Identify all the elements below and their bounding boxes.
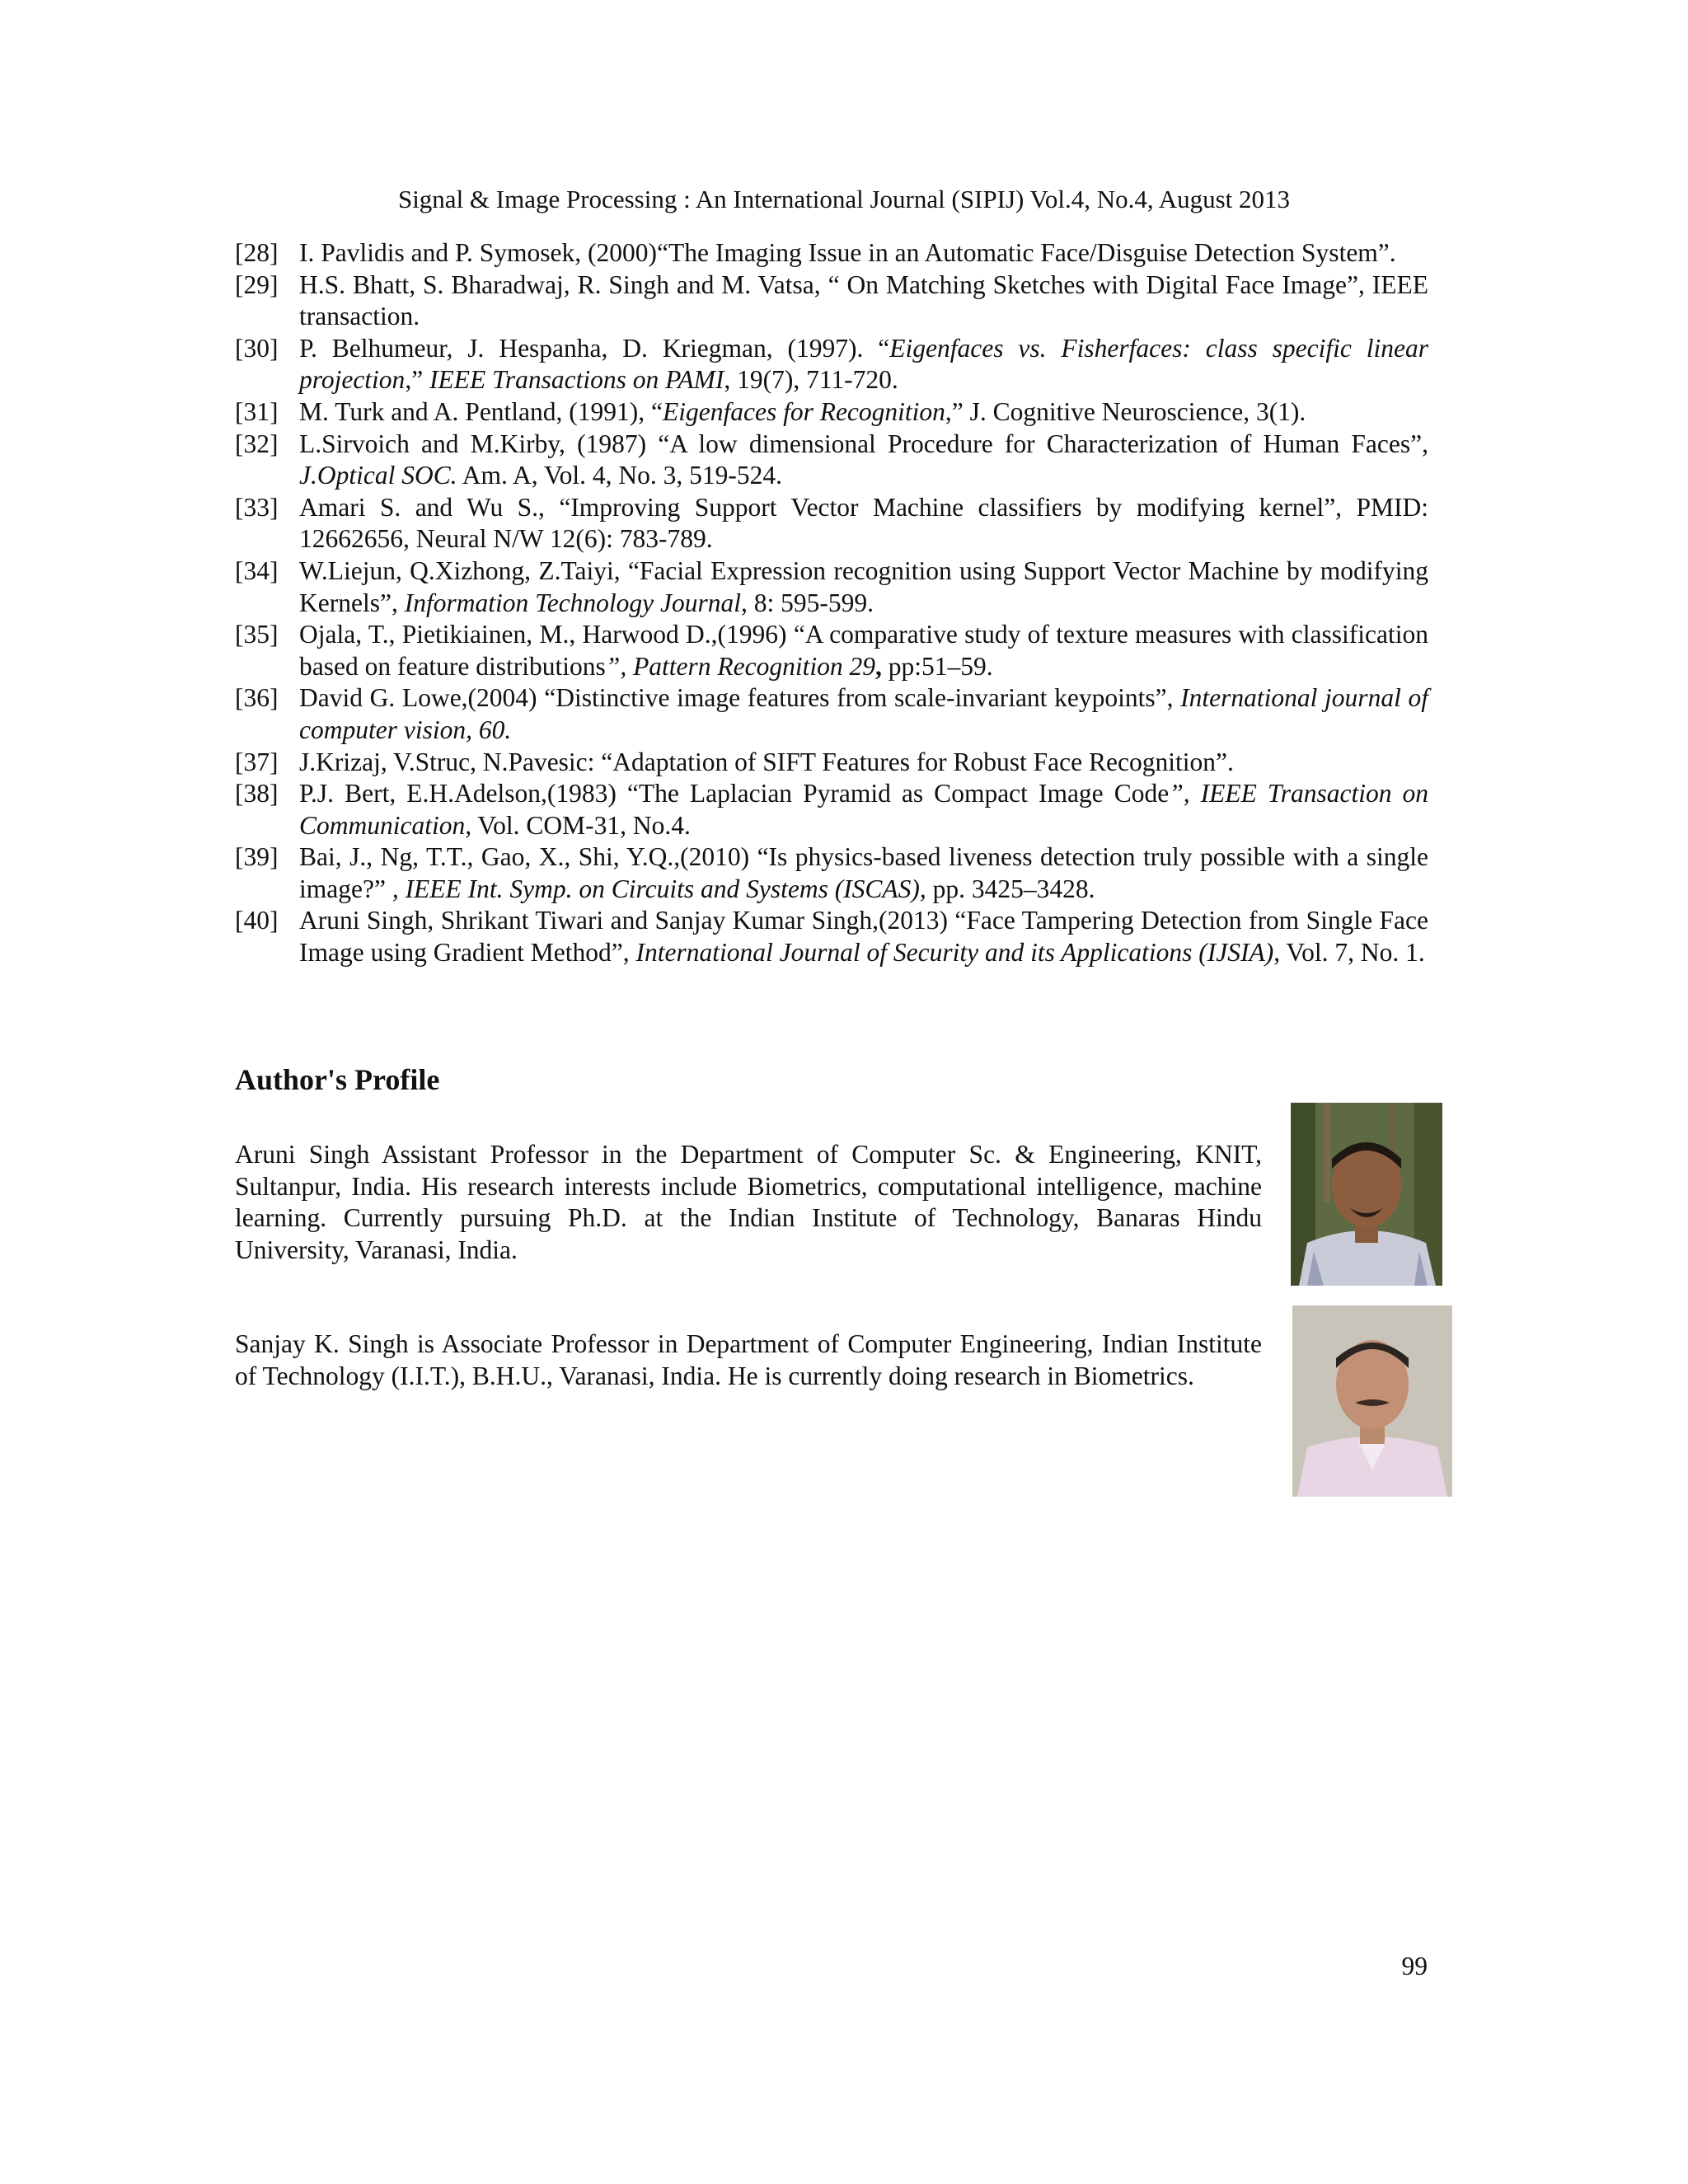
reference-item [235, 555, 1428, 619]
reference-item [235, 396, 1428, 429]
page-number: 99 [1401, 1952, 1428, 1980]
reference-item [235, 682, 1428, 746]
reference-number: [30] [235, 333, 279, 363]
reference-text-segment: J.Optical SOC. [299, 461, 457, 490]
author-bio-sanjay-k-singh: Sanjay K. Singh is Associate Professor in Department of Computer Engineering, Indian Institute of Technology (I.I.T.), B.H.U., Varanasi, India. He is currently doing research in Biometrics. [235, 1329, 1262, 1390]
running-header: Signal & Image Processing : An International Journal (SIPIJ) Vol.4, No.4, August 2013 [397, 185, 1291, 213]
reference-number: [38] [235, 779, 279, 808]
reference-item [235, 429, 1428, 492]
reference-text [299, 334, 1428, 395]
reference-number: [39] [235, 842, 279, 872]
reference-text-segment: International Journal of Security and its Applications (IJSIA) [635, 938, 1274, 968]
reference-text [299, 556, 1428, 617]
reference-text-segment: P.J. Bert, E.H.Adelson,(1983) “The Laplacian Pyramid as Compact Image Code [299, 779, 1170, 808]
reference-text [299, 683, 1428, 744]
reference-item [235, 619, 1428, 682]
reference-list [235, 237, 1428, 969]
reference-text-segment: Information Technology Journal [404, 588, 742, 617]
reference-text-segment: , [875, 651, 882, 681]
reference-number: [31] [235, 396, 279, 426]
reference-text-segment: Vol. COM-31, No.4. [471, 810, 691, 840]
reference-item [235, 492, 1428, 555]
reference-text-segment: David G. Lowe,(2004) “Distinctive image features from scale-invariant keypoints”, [299, 683, 1181, 713]
reference-text [299, 620, 1428, 681]
author-photo-sanjay-k-singh [1292, 1305, 1452, 1497]
reference-item [235, 269, 1428, 333]
reference-text-segment: Eigenfaces for Recognition [663, 396, 945, 426]
reference-text-segment: pp:51–59. [881, 651, 993, 681]
reference-number: [29] [235, 269, 279, 299]
reference-text-segment: Am. A, Vol. 4, No. 3, 519-524. [457, 461, 782, 490]
reference-text-segment: , Vol. 7, No. 1. [1273, 938, 1425, 968]
reference-text-segment: , 8: 595-599. [741, 588, 874, 617]
reference-text [299, 429, 1428, 490]
reference-text-segment: P. Belhumeur, J. Hespanha, D. Kriegman, (1997). “ [299, 333, 890, 363]
reference-text [299, 238, 1396, 267]
reference-item [235, 841, 1428, 905]
reference-number: [34] [235, 555, 279, 585]
reference-text-segment: J.Krizaj, V.Struc, N.Pavesic: “Adaptation of SIFT Features for Robust Face Recognition”. [299, 747, 1234, 776]
reference-number: [40] [235, 906, 279, 935]
reference-text-segment: ”, IEEE Transaction on Communication, [299, 779, 1428, 840]
reference-text-segment: , IEEE Int. Symp. on Circuits and Systems (ISCAS), [392, 874, 926, 903]
reference-number: [32] [235, 429, 279, 458]
reference-text-segment: Amari S. and Wu S., “Improving Support Vector Machine classifiers by modifying kernel”, PMID: 12662656, Neural N/W 12(6): 783-789. [299, 492, 1428, 554]
reference-text-segment: M. Turk and A. Pentland, (1991), “ [299, 396, 663, 426]
reference-text-segment: ,” [405, 365, 430, 395]
reference-text-segment: I. Pavlidis and P. Symosek, (2000)“The Imaging Issue in an Automatic Face/Disguise Detection System”. [299, 238, 1396, 267]
reference-text-segment: Eigenfaces vs. Fisherfaces: class specific linear projection [299, 333, 1428, 395]
reference-text-segment: ”, Pattern Recognition 29 [605, 651, 876, 681]
reference-text [299, 748, 1234, 776]
reference-number: [36] [235, 683, 279, 713]
reference-item [235, 747, 1428, 779]
reference-number: [35] [235, 620, 279, 649]
reference-item [235, 237, 1428, 269]
reference-text-segment: pp. 3425–3428. [926, 874, 1095, 903]
reference-text-segment: Aruni Singh, Shrikant Tiwari and Sanjay Kumar Singh,(2013) “Face Tampering Detection from Single Face Image using Gradient Method”, [299, 906, 1428, 968]
reference-item [235, 778, 1428, 841]
reference-item [235, 905, 1428, 968]
reference-text [299, 270, 1428, 331]
reference-text-segment: International journal of computer vision, 60. [299, 683, 1428, 744]
reference-number: [28] [235, 238, 279, 267]
reference-text-segment: L.Sirvoich and M.Kirby, (1987) “A low dimensional Procedure for Characterization of Human Faces”, [299, 429, 1428, 458]
reference-text-segment: Ojala, T., Pietikiainen, M., Harwood D.,(1996) “A comparative study of texture measures with classification based on feature distributions [299, 620, 1428, 681]
reference-text-segment: IEEE Transactions on PAMI [429, 365, 724, 395]
author-bio-aruni-singh: Aruni Singh Assistant Professor in the Department of Computer Sc. & Engineering, KNIT, Sultanpur, India. His research interests include Biometrics, computational intelligence, machine learning. Currently pursuing Ph.D. at the Indian Institute of Technology, Banaras Hindu University, Varanasi, India. [235, 1140, 1262, 1264]
reference-text [299, 906, 1428, 967]
reference-text-segment: W.Liejun, Q.Xizhong, Z.Taiyi, “Facial Expression recognition using Support Vector Machine by modifying Kernels”, [299, 555, 1428, 617]
reference-item [235, 333, 1428, 396]
author-photo-aruni-singh [1291, 1103, 1442, 1286]
reference-text [299, 779, 1428, 840]
reference-number: [33] [235, 492, 279, 522]
reference-text-segment: Bai, J., Ng, T.T., Gao, X., Shi, Y.Q.,(2010) “Is physics-based liveness detection truly possible with a single image?” [299, 842, 1428, 903]
reference-text [299, 397, 1306, 426]
reference-text [299, 842, 1428, 903]
reference-number: [37] [235, 747, 279, 776]
author-profile-heading: Author's Profile [235, 1063, 440, 1096]
reference-text-segment: H.S. Bhatt, S. Bharadwaj, R. Singh and M. Vatsa, “ On Matching Sketches with Digital Face Image”, IEEE transaction. [299, 269, 1428, 331]
reference-text-segment: , 19(7), 711-720. [724, 365, 898, 395]
reference-text [299, 493, 1428, 554]
reference-text-segment: ,” J. Cognitive Neuroscience, 3(1). [945, 396, 1306, 426]
